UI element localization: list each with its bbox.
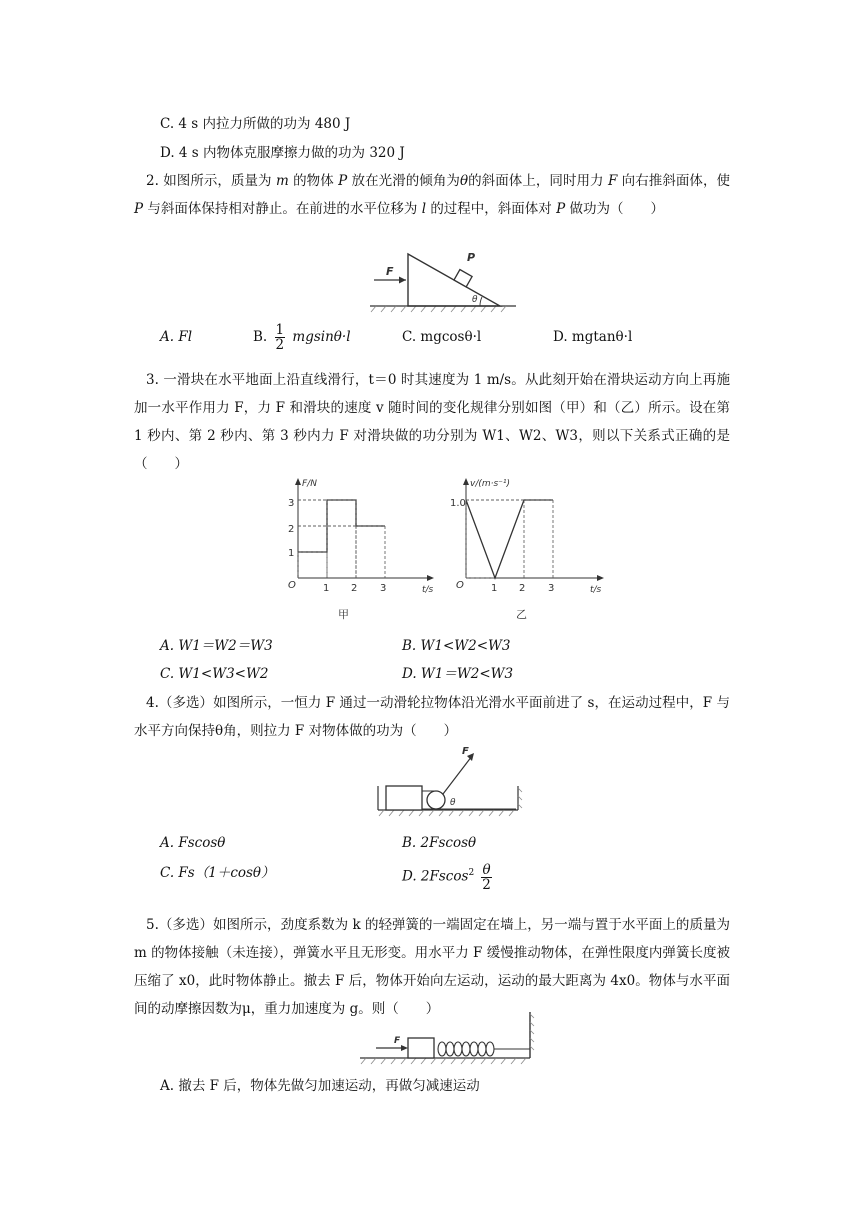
q2-stem: 2. 如图所示，质量为 m 的物体 P 放在光滑的倾角为θ的斜面体上，同时用力 F 向右推斜面体，使 P 与斜面体保持相对静止。在前进的水平位移为 l 的过程中，斜面体对 P 做功为（ ） — [134, 173, 731, 217]
option-c-top: C. 4 s 内拉力所做的功为 480 J — [160, 116, 351, 132]
ylabel-jia: F/N — [302, 479, 317, 489]
q3-stem: 3. 一滑块在水平地面上沿直线滑行，t＝0 时其速度为 1 m/s。从此刻开始在滑块运动方向上再施加一水平作用力 F，力 F 和滑块的速度 v 随时间的变化规律分别如图（甲）和（乙）所示。设在第 1 秒内、第 2 秒内、第 3 秒内力 F 对滑块做的功分别为 W1、W2、W3，则以下关系式正确的是 （ ） — [134, 372, 730, 472]
force-label-f-q5: F — [394, 1036, 401, 1046]
q5-stem: 5.（多选）如图所示，劲度系数为 k 的轻弹簧的一端固定在墙上，另一端与置于水平面上的质量为 m 的物体接触（未连接），弹簧水平且无形变。用水平力 F 缓慢推动物体，在弹性限度内弹簧长度被压缩了 x0，此时物体静止。撤去 F 后，物体开始向左运动，运动的最大距离为 4x0。物体与水平面间的动摩擦因数为μ，重力加速度为 g。则（ ） — [134, 917, 730, 1017]
q4-option-c: C. Fs（1＋cosθ） — [160, 865, 275, 881]
q3-option-c: C. W1<W3<W2 — [160, 666, 269, 682]
xtick-jia-3: 3 — [380, 583, 387, 594]
xtick-yi-3: 3 — [548, 583, 555, 594]
spring-figure — [356, 1008, 546, 1072]
chart-jia-series-line — [298, 500, 385, 552]
q2-option-d: D. mgtanθ·l — [553, 329, 633, 345]
ytick-jia-1: 1 — [288, 548, 295, 559]
pulley-figure — [368, 742, 528, 828]
ytick-jia-2: 2 — [288, 524, 295, 535]
angle-label-theta-q4: θ — [450, 798, 456, 808]
chart-yi-series-line — [466, 500, 553, 578]
caption-jia: 甲 — [338, 608, 349, 621]
q3-option-b: B. W1<W2<W3 — [402, 638, 511, 654]
xtick-yi-2: 2 — [519, 583, 526, 594]
angle-label-theta: θ — [472, 295, 478, 305]
ytick-yi: 1.0 — [450, 498, 466, 509]
q2-option-c: C. mgcosθ·l — [402, 329, 482, 345]
force-label-f-q4: F — [462, 746, 469, 757]
ytick-jia-3: 3 — [288, 498, 295, 509]
q3-option-a: A. W1＝W2＝W3 — [160, 638, 273, 654]
q3-option-d: D. W1＝W2<W3 — [402, 666, 514, 682]
q4-option-d: D. 2Fscos$^2$ $\frac{\theta}{2}$ — [402, 861, 491, 893]
xtick-jia-1: 1 — [323, 583, 330, 594]
q4-option-a: A. Fscosθ — [160, 835, 226, 851]
xlabel-yi: t/s — [590, 585, 602, 595]
incline-figure — [368, 248, 518, 318]
block-label-p: P — [467, 251, 476, 264]
q5-option-a: A. 撤去 F 后，物体先做匀加速运动，再做匀减速运动 — [160, 1078, 480, 1094]
xlabel-jia: t/s — [422, 585, 434, 595]
q4-option-b: B. 2Fscosθ — [402, 835, 477, 851]
q2-option-b: B. $\frac{1}{2}$ mgsinθ·l — [253, 322, 351, 353]
caption-yi: 乙 — [516, 608, 527, 621]
xtick-jia-2: 2 — [351, 583, 358, 594]
xtick-yi-1: 1 — [491, 583, 498, 594]
origin-jia: O — [288, 580, 296, 591]
chart-yi — [452, 474, 612, 628]
q4-stem: 4.（多选）如图所示，一恒力 F 通过一动滑轮拉物体沿光滑水平面前进了 s，在运动过程中，F 与水平方向保持θ角，则拉力 F 对物体做的功为（ ） — [134, 695, 730, 739]
force-label-f: F — [386, 265, 394, 278]
q2-option-a: A. Fl — [160, 329, 193, 345]
origin-yi: O — [456, 580, 464, 591]
option-d-top: D. 4 s 内物体克服摩擦力做的功为 320 J — [160, 145, 405, 161]
ylabel-yi: v/(m·s⁻¹) — [470, 479, 511, 489]
chart-jia — [282, 474, 442, 628]
